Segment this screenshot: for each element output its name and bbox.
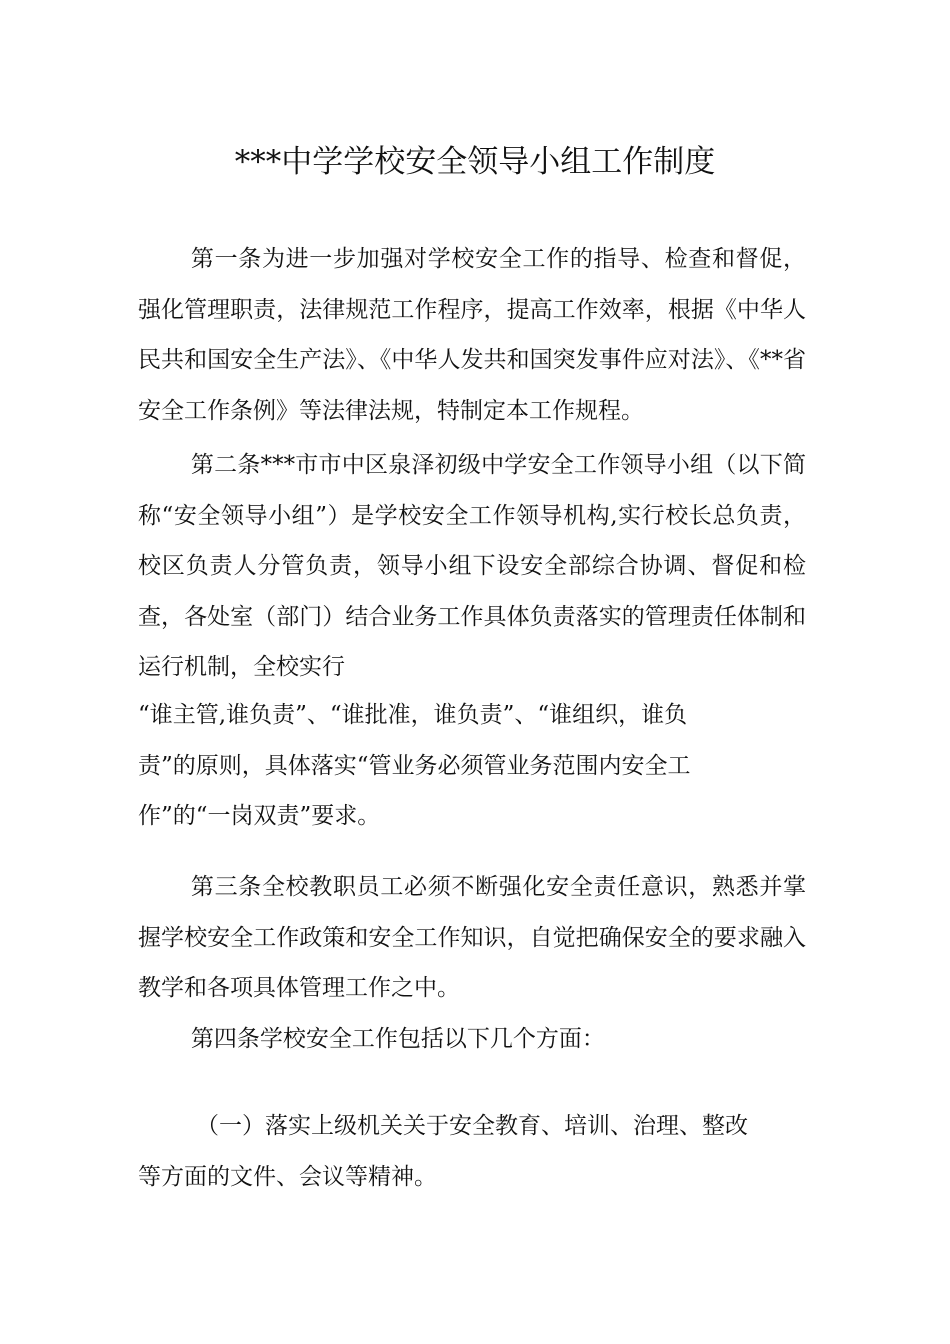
article-2-line: “谁主管,谁负责”、“谁批准，谁负责”、“谁组织，谁负 [138,702,688,728]
article-2-line: 责”的原则，具体落实“管业务必须管业务范围内安全工 [138,752,691,779]
item-1-line: （一）落实上级机关关于安全教育、培训、治理、整改 [196,1113,748,1139]
article-2-paragraph: 第二条***市市中区泉泽初级中学安全工作领导小组（以下简称“安全领导小组”）是学校安全工作领导机构,实行校长总负责，校区负责人分管负责，领导小组下设安全部综合协调、督促和检查，各处室（部门）结合业务工作具体负责落实的管理责任体制和运行机制，全校实行 [138,452,806,680]
item-1-paragraph [138,1101,806,1202]
article-4-paragraph: 第四条学校安全工作包括以下几个方面： [190,1026,605,1052]
item-1-line: 等方面的文件、会议等精神。 [138,1163,437,1190]
article-3-paragraph: 第三条全校教职员工必须不断强化安全责任意识，熟悉并掌握学校安全工作政策和安全工作知识，自觉把确保安全的要求融入教学和各项具体管理工作之中。 [138,874,806,1001]
article-2-line: 作”的“一岗双责”要求。 [138,803,381,829]
document-title: ***中学学校安全领导小组工作制度 [234,144,716,180]
article-2-continuation [138,690,806,842]
article-1-paragraph: 第一条为进一步加强对学校安全工作的指导、检查和督促，强化管理职责，法律规范工作程序，提高工作效率，根据《中华人民共和国安全生产法》、《中华人发共和国突发事件应对法》、《**省安全工作条例》等法律法规，特制定本工作规程。 [138,246,806,424]
